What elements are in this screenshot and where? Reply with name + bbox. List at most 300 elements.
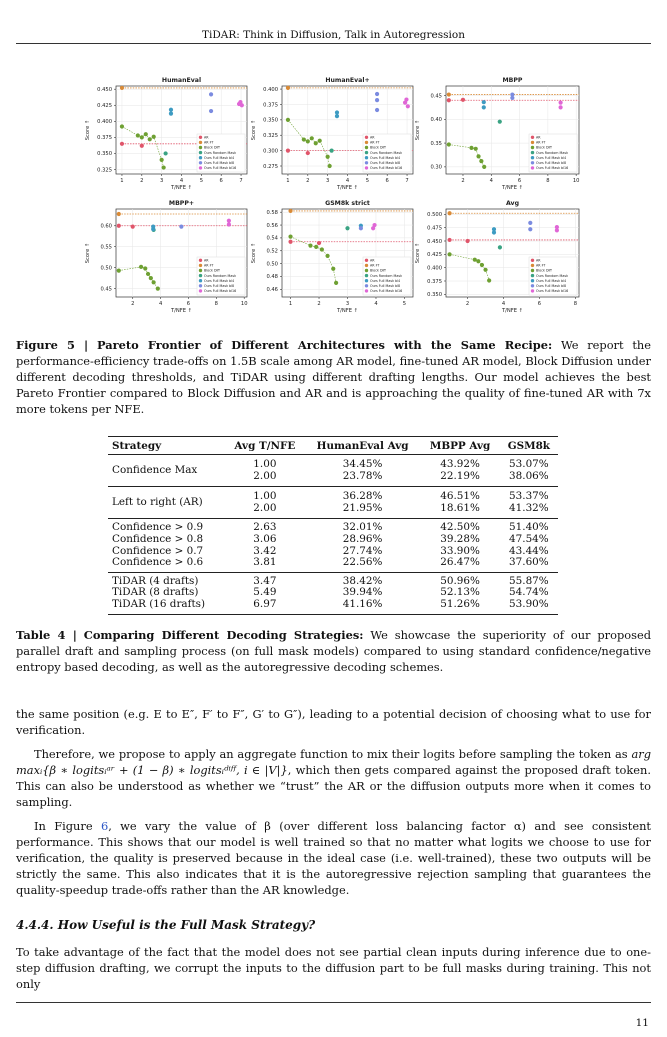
body-text xyxy=(16,706,651,898)
figure-ref-link[interactable]: 6 xyxy=(100,819,109,833)
cell-strategy: TiDAR (8 drafts) xyxy=(112,586,199,599)
cell-strategy: TiDAR (16 drafts) xyxy=(112,597,206,610)
data-point xyxy=(474,147,478,151)
table-row xyxy=(108,599,558,614)
cell-value: 46.51% 18.61% xyxy=(440,490,480,514)
data-point xyxy=(326,155,330,159)
cell-value: 3.06 xyxy=(253,532,277,545)
x-tick-label: 4 xyxy=(489,178,493,184)
x-tick-label: 2 xyxy=(317,301,321,307)
y-tick-label: 0.46 xyxy=(266,287,278,294)
y-tick-label: 0.275 xyxy=(263,163,278,170)
cell-strategy: Confidence > 0.7 xyxy=(112,544,204,557)
cell-value: 3.42 xyxy=(253,544,277,557)
data-point xyxy=(152,280,156,284)
data-point xyxy=(482,105,486,109)
data-point xyxy=(469,146,473,150)
data-point xyxy=(331,267,335,271)
data-point xyxy=(308,244,312,248)
legend-label: AR xyxy=(536,258,541,263)
footer-rule xyxy=(16,1002,651,1003)
data-point xyxy=(498,120,502,124)
y-tick-label: 0.300 xyxy=(263,148,278,155)
data-point xyxy=(120,142,124,146)
chart-panel xyxy=(251,77,413,191)
cell-value: 1.00 2.00 xyxy=(253,458,277,482)
table-row xyxy=(108,519,558,534)
legend-label: AR xyxy=(204,135,209,140)
y-tick-label: 0.45 xyxy=(100,286,112,293)
data-point xyxy=(209,109,213,113)
chart-title: Avg xyxy=(505,200,520,207)
data-point xyxy=(461,98,465,102)
legend-label: Ours Random Mask xyxy=(536,150,568,155)
cell-value: 51.40% xyxy=(509,521,549,534)
legend-label: AR FT xyxy=(370,140,380,145)
y-tick-label: 0.425 xyxy=(427,252,442,259)
cell-strategy: Confidence > 0.6 xyxy=(112,556,204,569)
data-point xyxy=(480,263,484,267)
legend-label: Block Diff xyxy=(370,145,386,150)
data-point xyxy=(120,86,124,90)
legend-marker xyxy=(531,141,534,144)
data-point xyxy=(375,92,379,96)
data-point xyxy=(335,114,339,118)
y-tick-label: 0.30 xyxy=(430,164,442,171)
y-tick-label: 0.60 xyxy=(100,223,112,230)
y-tick-label: 0.500 xyxy=(427,212,442,219)
data-point xyxy=(476,259,480,263)
y-tick-label: 0.425 xyxy=(97,103,112,110)
paragraph: Therefore, we propose to apply an aggregate function to mix their logits before sampling the token as arg maxᵢ{β ∗ logitsᵢᵃʳ + (1 − β) ∗ logitsᵢᵈⁱᶠᶠ, i ∈ |V|}, which then gets compared against the proposed draft token. This can also be understood as whether we “trust” the AR or the diffusion outputs more when it comes to sampling. xyxy=(16,747,651,809)
legend-marker xyxy=(199,284,202,287)
data-point xyxy=(317,241,321,245)
legend-label: Block Diff xyxy=(370,268,386,273)
data-point xyxy=(447,142,451,146)
legend-marker xyxy=(199,264,202,267)
cell-value: 26.47% xyxy=(440,556,480,569)
data-point xyxy=(372,223,376,227)
data-point xyxy=(164,151,168,155)
data-point xyxy=(148,137,152,141)
figure-caption-text: We report the performance-efficiency trade-offs on 1.5B scale among AR model, fine-tuned AR model, Block Diffusion under different decoding thresholds, and TiDAR using different drafting lengths. Our model achieves the best Pareto Frontier compared to Block Diffusion and AR and is approaching the quality of fine-tuned AR with 7x more tokens per NFE. xyxy=(16,338,652,416)
y-tick-label: 0.350 xyxy=(263,117,278,124)
data-point xyxy=(325,254,329,258)
cell-value: 28.96% xyxy=(342,532,383,545)
x-tick-label: 8 xyxy=(214,301,218,307)
col-gsm8k: GSM8k xyxy=(507,440,551,452)
x-axis-label: T/NFE ↑ xyxy=(336,308,359,314)
legend-marker xyxy=(199,141,202,144)
y-tick-label: 0.475 xyxy=(427,225,442,232)
data-point xyxy=(227,222,231,226)
y-tick-label: 0.400 xyxy=(263,86,278,93)
data-point xyxy=(149,276,153,280)
x-tick-label: 10 xyxy=(572,178,580,184)
y-tick-label: 0.325 xyxy=(97,167,112,174)
x-tick-label: 3 xyxy=(325,178,330,184)
data-point xyxy=(143,266,147,270)
data-point xyxy=(447,252,451,256)
cell-value: 41.16% xyxy=(342,597,383,610)
y-tick-label: 0.58 xyxy=(266,210,278,217)
x-tick-label: 2 xyxy=(306,178,310,184)
data-point xyxy=(288,235,292,239)
table-caption-text: We showcase the superiority of our proposed parallel draft and sampling process (on full mask models) compared to using standard confidence/negative entropy based decoding, as well as the autoregressive decoding schemes. xyxy=(16,628,652,674)
x-tick-label: 6 xyxy=(537,301,542,307)
data-point xyxy=(479,159,483,163)
cell-value: 52.13% xyxy=(440,586,480,599)
data-point xyxy=(310,136,314,140)
data-point xyxy=(482,165,486,169)
x-tick-label: 2 xyxy=(461,178,465,184)
data-point xyxy=(528,227,532,231)
cell-value: 54.74% xyxy=(509,586,549,599)
legend-label: AR xyxy=(204,258,209,263)
x-tick-label: 10 xyxy=(240,301,248,307)
legend-marker xyxy=(531,259,534,262)
legend-label: Ours Full Mask bl8 xyxy=(536,161,567,165)
table-header-row xyxy=(108,437,558,455)
x-tick-label: 2 xyxy=(140,178,144,184)
legend-label: Ours Random Mask xyxy=(370,150,402,155)
legend-label: Ours Random Mask xyxy=(204,273,236,278)
y-tick-label: 0.56 xyxy=(266,222,278,229)
legend-marker xyxy=(531,166,534,169)
cell-value: 3.81 xyxy=(253,556,277,569)
y-tick-label: 0.40 xyxy=(430,117,442,124)
data-point xyxy=(314,245,318,249)
legend-marker xyxy=(531,156,534,159)
y-tick-label: 0.450 xyxy=(427,238,442,245)
legend-label: Ours Full Mask bl8 xyxy=(204,284,235,288)
data-point xyxy=(131,225,135,229)
cell-value: 43.44% xyxy=(509,544,549,557)
legend-marker xyxy=(199,151,202,154)
y-tick-label: 0.48 xyxy=(266,274,278,281)
x-tick-label: 8 xyxy=(573,301,578,307)
data-point xyxy=(465,239,469,243)
legend-label: Block Diff xyxy=(204,145,220,150)
legend-label: AR xyxy=(536,135,541,140)
data-point xyxy=(487,278,491,282)
table-row xyxy=(108,487,558,519)
legend-marker xyxy=(365,141,368,144)
chart-title: GSM8k strict xyxy=(325,200,370,207)
cell-value: 32.01% xyxy=(342,521,383,534)
legend-label: Ours Full Mask bl4 xyxy=(536,155,567,160)
y-axis-label: Score ↑ xyxy=(85,119,91,141)
legend-label: Block Diff xyxy=(204,268,220,273)
x-tick-label: 5 xyxy=(199,178,204,184)
legend-label: Ours Full Mask bl16 xyxy=(370,289,403,294)
legend-label: Ours Full Mask bl16 xyxy=(204,289,237,294)
legend-label: AR FT xyxy=(536,263,546,268)
data-point xyxy=(117,224,121,228)
data-point xyxy=(375,98,379,102)
y-tick-label: 0.52 xyxy=(266,248,278,255)
table-label: Table 4 | xyxy=(16,628,77,642)
data-point xyxy=(492,227,496,231)
cell-value: 22.56% xyxy=(342,556,383,569)
data-point xyxy=(162,165,166,169)
figure-title: Pareto Frontier of Different Architectures with the Same Recipe: xyxy=(97,338,553,352)
data-point xyxy=(306,151,310,155)
y-tick-label: 0.35 xyxy=(430,140,442,147)
cell-value: 47.54% xyxy=(509,532,549,545)
cell-value: 53.07% 38.06% xyxy=(509,458,549,482)
chart-panel xyxy=(85,77,247,191)
data-point xyxy=(447,98,451,102)
data-point xyxy=(510,92,514,96)
cell-value: 43.92% 22.19% xyxy=(440,458,480,482)
y-tick-label: 0.45 xyxy=(430,93,442,100)
data-point xyxy=(151,225,155,229)
data-point xyxy=(288,209,292,213)
x-tick-label: 5 xyxy=(402,301,407,307)
table-row xyxy=(108,455,558,487)
cell-value: 6.97 xyxy=(253,597,277,610)
legend-label: AR xyxy=(370,135,375,140)
x-tick-label: 3 xyxy=(159,178,164,184)
legend-marker xyxy=(531,279,534,282)
data-point xyxy=(320,247,324,251)
cell-value: 50.96% xyxy=(440,574,480,587)
cell-strategy: Confidence > 0.8 xyxy=(112,532,204,545)
chart-panel xyxy=(85,200,248,314)
table-title: Comparing Different Decoding Strategies: xyxy=(83,628,364,642)
data-point xyxy=(559,101,563,105)
y-tick-label: 0.400 xyxy=(97,119,112,126)
table-4-decoding-strategies xyxy=(108,436,558,615)
legend-marker xyxy=(531,274,534,277)
legend-label: Ours Random Mask xyxy=(536,273,568,278)
legend-marker xyxy=(199,146,202,149)
x-tick-label: 4 xyxy=(179,178,184,184)
x-tick-label: 4 xyxy=(501,301,506,307)
legend-label: Block Diff xyxy=(536,145,552,150)
legend-marker xyxy=(199,279,202,282)
data-point xyxy=(447,92,451,96)
data-point xyxy=(288,240,292,244)
legend-marker xyxy=(531,136,534,139)
x-tick-label: 7 xyxy=(405,178,409,184)
y-tick-label: 0.325 xyxy=(263,133,278,140)
x-tick-label: 1 xyxy=(286,178,290,184)
data-point xyxy=(117,212,121,216)
y-tick-label: 0.375 xyxy=(263,102,278,109)
data-point xyxy=(179,225,183,229)
data-point xyxy=(306,139,310,143)
data-point xyxy=(359,226,363,230)
legend-marker xyxy=(365,269,368,272)
chart-title: HumanEval+ xyxy=(325,77,370,84)
legend-marker xyxy=(365,136,368,139)
legend-marker xyxy=(199,156,202,159)
legend-label: Ours Full Mask bl4 xyxy=(370,278,401,283)
legend-marker xyxy=(531,161,534,164)
cell-value: 39.28% xyxy=(440,532,480,545)
cell-value: 51.26% xyxy=(440,597,480,610)
cell-value: 55.87% xyxy=(509,574,549,587)
data-point xyxy=(286,149,290,153)
x-axis-label: T/NFE ↑ xyxy=(501,185,524,191)
table-row xyxy=(108,534,558,546)
col-humaneval: HumanEval Avg xyxy=(316,440,409,452)
cell-strategy: TiDAR (4 drafts) xyxy=(112,574,199,587)
figure-5-pareto-plots xyxy=(0,0,667,320)
chart-panel xyxy=(415,200,579,314)
data-point xyxy=(447,238,451,242)
cell-value: 34.45% 23.78% xyxy=(342,458,383,482)
data-point xyxy=(375,108,379,112)
legend-marker xyxy=(531,146,534,149)
legend-label: Ours Full Mask bl8 xyxy=(370,161,401,165)
legend-marker xyxy=(199,289,202,292)
legend-label: Ours Full Mask bl8 xyxy=(204,161,235,165)
paragraph: the same position (e.g. E to E″, F′ to F″, G′ to G″), leading to a potential decision of choosing what to use for verification. xyxy=(16,707,651,737)
x-tick-label: 6 xyxy=(517,178,522,184)
legend-marker xyxy=(365,161,368,164)
legend-marker xyxy=(531,269,534,272)
cell-value: 39.94% xyxy=(342,586,383,599)
legend-marker xyxy=(365,259,368,262)
data-point xyxy=(169,112,173,116)
data-point xyxy=(302,137,306,141)
data-point xyxy=(152,135,156,139)
data-point xyxy=(169,108,173,112)
figure-label: Figure 5 | xyxy=(16,338,89,352)
legend-marker xyxy=(365,279,368,282)
legend-marker xyxy=(365,264,368,267)
data-point xyxy=(314,141,318,145)
legend-marker xyxy=(531,264,534,267)
x-tick-label: 8 xyxy=(546,178,550,184)
data-point xyxy=(209,92,213,96)
legend-marker xyxy=(199,274,202,277)
x-tick-label: 2 xyxy=(131,301,135,307)
y-axis-label: Score ↑ xyxy=(251,242,257,264)
x-tick-label: 4 xyxy=(158,301,163,307)
legend-label: Ours Full Mask bl4 xyxy=(204,278,235,283)
legend-label: Ours Full Mask bl16 xyxy=(370,166,403,171)
legend-marker xyxy=(531,151,534,154)
y-tick-label: 0.350 xyxy=(97,151,112,158)
data-point xyxy=(476,154,480,158)
data-point xyxy=(498,245,502,249)
col-strategy: Strategy xyxy=(112,440,162,452)
legend-label: Ours Full Mask bl16 xyxy=(536,289,569,294)
cell-value: 27.74% xyxy=(342,544,383,557)
data-point xyxy=(227,219,231,223)
data-point xyxy=(240,103,244,107)
data-point xyxy=(286,86,290,90)
data-point xyxy=(335,110,339,114)
data-point xyxy=(328,164,332,168)
cell-value: 53.90% xyxy=(509,597,549,610)
y-axis-label: Score ↑ xyxy=(415,242,421,264)
legend-marker xyxy=(365,166,368,169)
legend-label: Ours Full Mask bl16 xyxy=(536,166,569,171)
data-point xyxy=(318,139,322,143)
y-axis-label: Score ↑ xyxy=(251,119,257,141)
data-point xyxy=(473,258,477,262)
x-tick-label: 5 xyxy=(365,178,370,184)
legend-label: Ours Random Mask xyxy=(370,273,402,278)
chart-panel xyxy=(415,77,579,191)
legend-label: Ours Full Mask bl4 xyxy=(370,155,401,160)
data-point xyxy=(140,135,144,139)
x-tick-label: 1 xyxy=(120,178,124,184)
data-point xyxy=(345,226,349,230)
cell-value: 38.42% xyxy=(342,574,383,587)
legend-label: Ours Full Mask bl4 xyxy=(536,278,567,283)
data-point xyxy=(406,104,410,108)
table-row xyxy=(108,557,558,572)
aggregate-formula: arg maxᵢ{β ∗ logitsᵢᵃʳ + (1 − β) ∗ logitsᵢᵈⁱᶠᶠ, i ∈ |V|} xyxy=(16,747,651,777)
data-point xyxy=(144,132,148,136)
data-point xyxy=(404,97,408,101)
y-tick-label: 0.450 xyxy=(97,87,112,94)
y-tick-label: 0.55 xyxy=(100,244,112,251)
legend-label: AR FT xyxy=(370,263,380,268)
legend-marker xyxy=(365,146,368,149)
y-tick-label: 0.400 xyxy=(427,265,442,272)
data-point xyxy=(140,144,144,148)
legend-label: Ours Full Mask bl4 xyxy=(204,155,235,160)
data-point xyxy=(555,225,559,229)
x-tick-label: 7 xyxy=(239,178,243,184)
legend-marker xyxy=(365,151,368,154)
legend-label: AR FT xyxy=(536,140,546,145)
data-point xyxy=(447,211,451,215)
data-point xyxy=(120,124,124,128)
cell-value: 53.37% 41.32% xyxy=(509,490,549,514)
legend-marker xyxy=(199,166,202,169)
legend-label: AR FT xyxy=(204,140,214,145)
y-axis-label: Score ↑ xyxy=(85,242,91,264)
chart-title: HumanEval xyxy=(161,77,202,84)
legend-label: AR FT xyxy=(204,263,214,268)
x-tick-label: 3 xyxy=(345,301,350,307)
x-tick-label: 4 xyxy=(345,178,350,184)
cell-strategy: Confidence Max xyxy=(112,463,198,476)
y-tick-label: 0.50 xyxy=(100,265,112,272)
x-tick-label: 6 xyxy=(186,301,191,307)
legend-marker xyxy=(199,269,202,272)
cell-value: 5.49 xyxy=(253,586,277,599)
running-title: TiDAR: Think in Diffusion, Talk in Autoregression xyxy=(202,29,465,41)
x-axis-label: T/NFE ↑ xyxy=(170,308,193,314)
page-number: 11 xyxy=(635,1017,649,1029)
data-point xyxy=(286,118,290,122)
data-point xyxy=(146,272,150,276)
chart-panel xyxy=(251,200,413,314)
table-row xyxy=(108,572,558,587)
data-point xyxy=(117,269,121,273)
legend-marker xyxy=(365,274,368,277)
x-axis-label: T/NFE ↑ xyxy=(336,185,359,191)
y-axis-label: Score ↑ xyxy=(415,119,421,141)
cell-value: 3.47 xyxy=(253,574,277,587)
chart-title: MBPP+ xyxy=(168,200,195,207)
data-point xyxy=(136,133,140,137)
data-point xyxy=(330,149,334,153)
table-4-caption xyxy=(16,627,651,675)
x-tick-label: 1 xyxy=(288,301,293,307)
x-tick-label: 4 xyxy=(374,301,378,307)
y-tick-label: 0.375 xyxy=(427,278,442,285)
